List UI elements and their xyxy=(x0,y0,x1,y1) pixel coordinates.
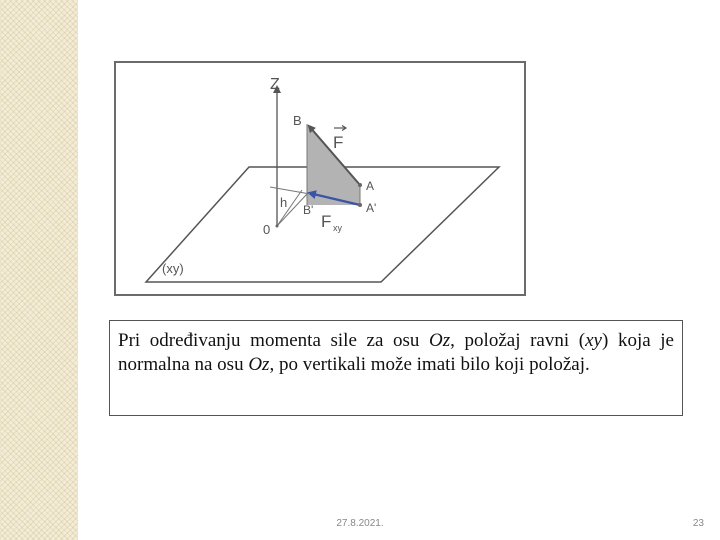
decorative-side-strip xyxy=(0,0,78,540)
caption-italic-oz-2: Oz xyxy=(248,354,270,375)
caption-italic-xy: xy xyxy=(585,330,602,351)
point-b-label: B xyxy=(293,113,302,128)
point-a-prime-label: A' xyxy=(366,201,377,215)
caption-part-3: ) koja je normalna na osu xyxy=(118,330,674,375)
point-a-marker xyxy=(358,183,362,187)
caption-part-2: , položaj ravni ( xyxy=(450,330,586,351)
plane-label: (xy) xyxy=(162,261,184,276)
point-a-prime-marker xyxy=(358,203,362,207)
caption-part-4: , po vertikali može imati bilo koji položaj. xyxy=(269,354,590,375)
force-xy-label: F xyxy=(321,212,332,231)
caption-italic-oz-1: Oz xyxy=(429,330,451,351)
horizontal-ref-line xyxy=(270,187,310,194)
page-number: 23 xyxy=(692,518,704,529)
caption-text-box xyxy=(109,320,683,416)
footer-date: 27.8.2021. xyxy=(336,518,384,529)
svg-text:F: F xyxy=(333,133,344,152)
point-a-label: A xyxy=(366,179,375,193)
caption-part-1: Pri određivanju momenta sile za osu xyxy=(118,330,430,351)
z-axis-label: Z xyxy=(270,76,280,93)
point-b-prime-label: B' xyxy=(303,203,314,217)
origin-label: 0 xyxy=(263,222,271,237)
force-f-label xyxy=(333,126,346,153)
force-xy-subscript: xy xyxy=(333,223,342,233)
force-moment-diagram xyxy=(114,61,526,296)
arm-h-label: h xyxy=(280,195,288,210)
origin-marker xyxy=(276,225,279,228)
